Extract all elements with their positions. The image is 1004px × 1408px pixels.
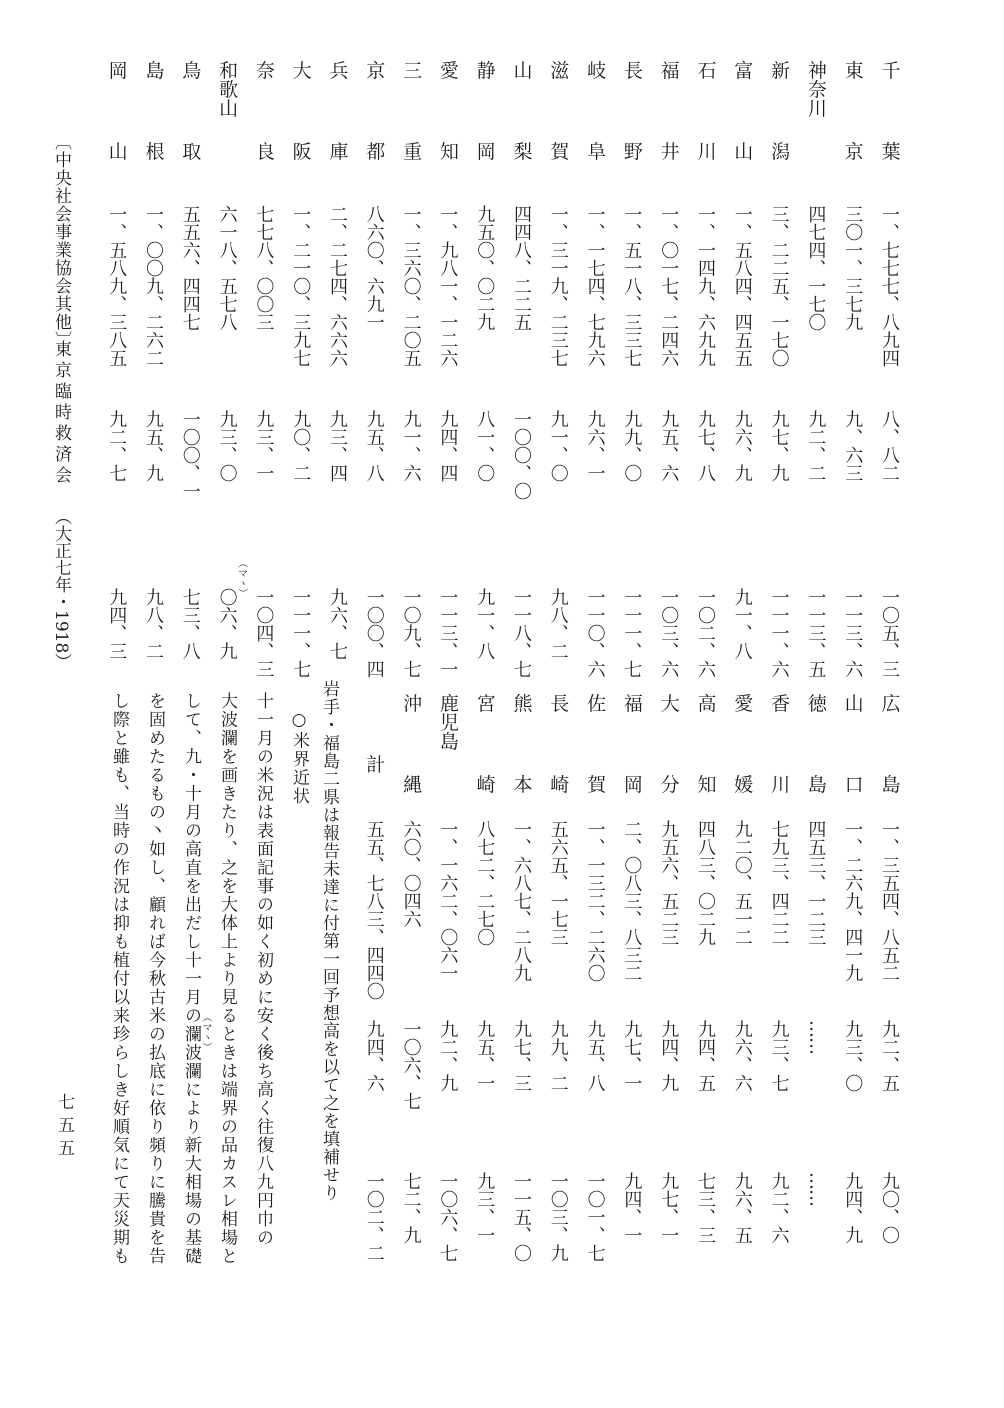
ratio-cell: 九四、九 [842,1172,864,1244]
prefecture-name: 佐 賀 [587,693,607,796]
ratio-cell: 七二、九 [400,1172,422,1244]
ratio-cell: 九四、三 [106,588,128,660]
ratio-cell: 九三、四 [327,410,348,482]
prefecture-name: 静 岡 [476,60,496,163]
ratio-cell: 一〇三、六 [658,588,680,678]
annotation-mark: （マヽ） [235,558,247,598]
ratio-cell: 一〇六、七 [400,1020,422,1110]
prefecture-name: 長 野 [623,60,643,163]
ratio-cell: 一〇四、三 [253,588,275,678]
prefecture-name: 石 川 [697,60,717,163]
prefecture-name: 山 口 [844,693,864,796]
ratio-cell: 九三、七 [768,1020,790,1092]
ratio-cell: 一一三、一 [437,588,459,678]
yield-cell: 二、二七四、六六六 [327,205,348,367]
ratio-cell: 一〇三、九 [547,1172,569,1262]
yield-cell: 五五六、四四七 [179,205,201,331]
yield-cell: 三、二二五、一七〇 [768,205,790,367]
ratio-cell: 一一三、六 [842,588,864,678]
yield-cell: 一、五八九、三八五 [106,205,128,367]
yield-cell: 一、六八七、二八九 [511,820,532,982]
footer-date: （大正七年・1918） [51,508,71,671]
table-note: 岩手・福島二県は報告未達に付第一回予想高を以て之を填補せり [319,680,339,1202]
ratio-cell: 一〇〇、〇 [511,410,532,500]
yield-cell: 一、二一〇、三九七 [290,205,312,367]
ratio-cell: 九五、一 [474,1020,496,1092]
yield-cell: 九五六、五二三 [658,820,680,946]
ratio-cell: 九四、九 [658,1020,680,1092]
yield-cell: 四四八、二二五 [511,205,532,331]
ratio-cell: 九四、五 [695,1020,716,1092]
prefecture-name: 徳 島 [807,693,827,796]
prefecture-name: 岡 山 [108,60,128,163]
yield-cell: 六一八、五七八 [216,205,238,331]
prefecture-name: 広 島 [881,693,901,796]
ratio-cell: 九三、一 [474,1172,496,1244]
yield-cell: 七七八、〇〇三 [253,205,275,331]
ratio-cell: 一〇〇、四 [363,588,385,678]
ratio-cell: 九八、二 [143,588,164,660]
body-line: 十一月の米況は表面記事の如く初めに安く後ち高く往復八九円巾の [253,692,273,1247]
prefecture-name: 奈 良 [255,60,275,163]
yield-cell: 一、二六九、四一九 [842,820,864,982]
ratio-cell: 九四、四 [437,410,459,482]
ratio-cell: 一〇〇、一 [179,410,201,500]
yield-cell: 一、一七四、七九六 [584,205,606,367]
body-line: 大波瀾を画きたり、之を大体上より見るときは端界の品カスレ相場と [217,692,237,1266]
yield-cell: 九二〇、五一二 [731,820,753,946]
prefecture-name: 富 山 [734,60,754,163]
prefecture-name: 福 井 [660,60,680,163]
ratio-cell: 九一、八 [731,588,753,660]
prefecture-name: 愛 知 [439,60,459,163]
yield-cell: 六〇、〇四六 [400,820,422,928]
ratio-cell: 九五、八 [363,410,385,482]
ratio-cell: 一一〇、六 [584,588,606,678]
ratio-cell: 八一、〇 [474,410,496,482]
ratio-cell: 一〇二、二 [363,1172,385,1262]
footer-source: 〔中央社会事業協会其他〕 [51,133,71,349]
ratio-cell: 九〇、二 [290,410,312,482]
prefecture-name: 新 潟 [771,60,791,163]
ratio-cell: 九六、六 [731,1020,753,1092]
prefecture-name: 熊 本 [513,693,533,796]
page-number: 七五五 [54,1093,74,1162]
ratio-cell: 九、六三 [842,410,864,482]
yield-cell: 五五、七八三、四四〇 [363,820,385,1000]
yield-cell: 一、〇一七、二四六 [658,205,680,367]
yield-cell: 一、五八四、四五五 [731,205,753,367]
ratio-cell: 一一三、五 [805,588,827,678]
yield-cell: 一、三六〇、二〇五 [400,205,422,367]
yield-cell: 八七二、二七〇 [474,820,496,946]
ratio-cell: 九二、六 [768,1172,790,1244]
ratio-cell: 一一一、七 [621,588,643,678]
ratio-cell: 七三、八 [179,588,201,660]
ratio-cell: 八、八二 [879,410,900,482]
ratio-cell: 九六、五 [731,1172,753,1244]
ratio-cell: 〇六、九 [216,588,238,660]
yield-cell: 一、三一九、二三七 [547,205,569,367]
ratio-cell: 一〇九、七 [400,588,422,678]
prefecture-name: 京 都 [366,60,386,163]
yield-cell: 一、一四九、六九九 [695,205,716,367]
ratio-cell: 九六、七 [327,588,348,660]
ratio-cell: 九三、〇 [842,1020,864,1092]
prefecture-name: 鳥 取 [182,60,202,163]
prefecture-name: 兵 庫 [329,60,349,163]
prefecture-name: 三 重 [403,60,423,163]
body-line: して、九・十月の高直を出だし十一月の瀾波瀾により新大相場の基礎 [181,692,201,1266]
yield-cell: 四八三、〇二九 [695,820,716,946]
prefecture-name: 鹿 児 島 [439,693,459,753]
ratio-cell: 一一八、七 [511,588,532,678]
yield-cell: 一、〇〇九、二六二 [143,205,164,367]
yield-cell: 三〇一、三七九 [842,205,864,331]
ratio-cell: …… [805,1172,827,1206]
ratio-cell: 九七、三 [511,1020,532,1092]
ratio-cell: 九九、二 [547,1020,569,1092]
ratio-cell: 九六、一 [584,410,606,482]
prefecture-name: 東 京 [844,60,864,163]
yield-cell: 一、一六二、〇六一 [437,820,459,982]
ratio-cell: 九五、八 [584,1020,606,1092]
footer-org: 東京臨時救済会 [51,340,71,487]
ratio-cell: 九二、二 [805,410,827,482]
ratio-cell: 一一一、七 [290,588,312,678]
ratio-cell: 一〇一、七 [584,1172,606,1262]
yield-cell: 二、〇八三、八三二 [621,820,643,982]
prefecture-name: 滋 賀 [550,60,570,163]
yield-cell: 四七四、一七〇 [805,205,827,331]
ratio-cell: 九八、二 [547,588,569,660]
ratio-cell: 九二、五 [879,1020,900,1092]
ratio-cell: 九五、九 [143,410,164,482]
yield-cell: 四五三、一二三 [805,820,827,946]
ratio-cell: 九四、六 [363,1020,385,1092]
yield-cell: 一、七七七、八九四 [879,205,900,367]
prefecture-name: 山 梨 [513,60,533,163]
prefecture-name: 計 [366,754,386,776]
prefecture-name: 長 崎 [550,693,570,796]
ratio-cell: 九一、八 [474,588,496,660]
annotation-mark: （マヽ） [200,1012,211,1052]
prefecture-name: 大 分 [660,693,680,796]
ratio-cell: 一〇五、三 [879,588,900,678]
body-line: を固めたるもの丶如し、顧れば今秋古米の払底に依り頻りに騰貴を告 [145,692,165,1266]
ratio-cell: 一一一、六 [768,588,790,678]
ratio-cell: 九九、〇 [621,410,643,482]
yield-cell: 九五〇、〇二九 [474,205,496,331]
ratio-cell: 九七、一 [621,1020,643,1092]
ratio-cell: 九一、〇 [547,410,569,482]
yield-cell: 七九三、四二二 [768,820,790,946]
ratio-cell: 九〇、〇 [879,1172,900,1244]
ratio-cell: 九七、九 [768,410,790,482]
prefecture-name: 和 歌 山 [219,60,239,120]
prefecture-name: 香 川 [771,693,791,796]
prefecture-name: 沖 縄 [403,693,423,796]
ratio-cell: 一一五、〇 [511,1172,532,1262]
ratio-cell: 九七、一 [658,1172,680,1244]
ratio-cell: 九六、九 [731,410,753,482]
yield-cell: 八六〇、六九一 [363,205,385,331]
prefecture-name: 岐 阜 [587,60,607,163]
ratio-cell: 九二、七 [106,410,128,482]
yield-cell: 一、三五四、八五二 [879,820,900,982]
prefecture-name: 神 奈 川 [807,60,827,120]
prefecture-name: 島 根 [145,60,165,163]
ratio-cell: 九二、九 [437,1020,459,1092]
section-heading: ○米界近状 [289,710,309,806]
prefecture-name: 福 岡 [623,693,643,796]
ratio-cell: 七三、三 [695,1172,716,1244]
yield-cell: 一、九八一、一二六 [437,205,459,367]
ratio-cell: 九一、六 [400,410,422,482]
prefecture-name: 大 阪 [292,60,312,163]
body-line: し際と雖も、当時の作況は抑も植付以来珍らしき好順気にて天災期も [109,692,129,1266]
prefecture-name: 千 葉 [881,60,901,163]
ratio-cell: 九三、〇 [216,410,238,482]
yield-cell: 一、五一八、三三七 [621,205,643,367]
ratio-cell: 一〇六、七 [437,1172,459,1262]
yield-cell: 一、一三二、二六〇 [584,820,606,982]
ratio-cell: 九五、六 [658,410,680,482]
ratio-cell: …… [805,1020,827,1054]
ratio-cell: 一〇二、六 [695,588,716,678]
prefecture-name: 宮 崎 [476,693,496,796]
ratio-cell: 九三、一 [253,410,275,482]
prefecture-name: 愛 媛 [734,693,754,796]
ratio-cell: 九七、八 [695,410,716,482]
ratio-cell: 九四、一 [621,1172,643,1244]
yield-cell: 五六五、一七三 [547,820,569,946]
prefecture-name: 高 知 [697,693,717,796]
